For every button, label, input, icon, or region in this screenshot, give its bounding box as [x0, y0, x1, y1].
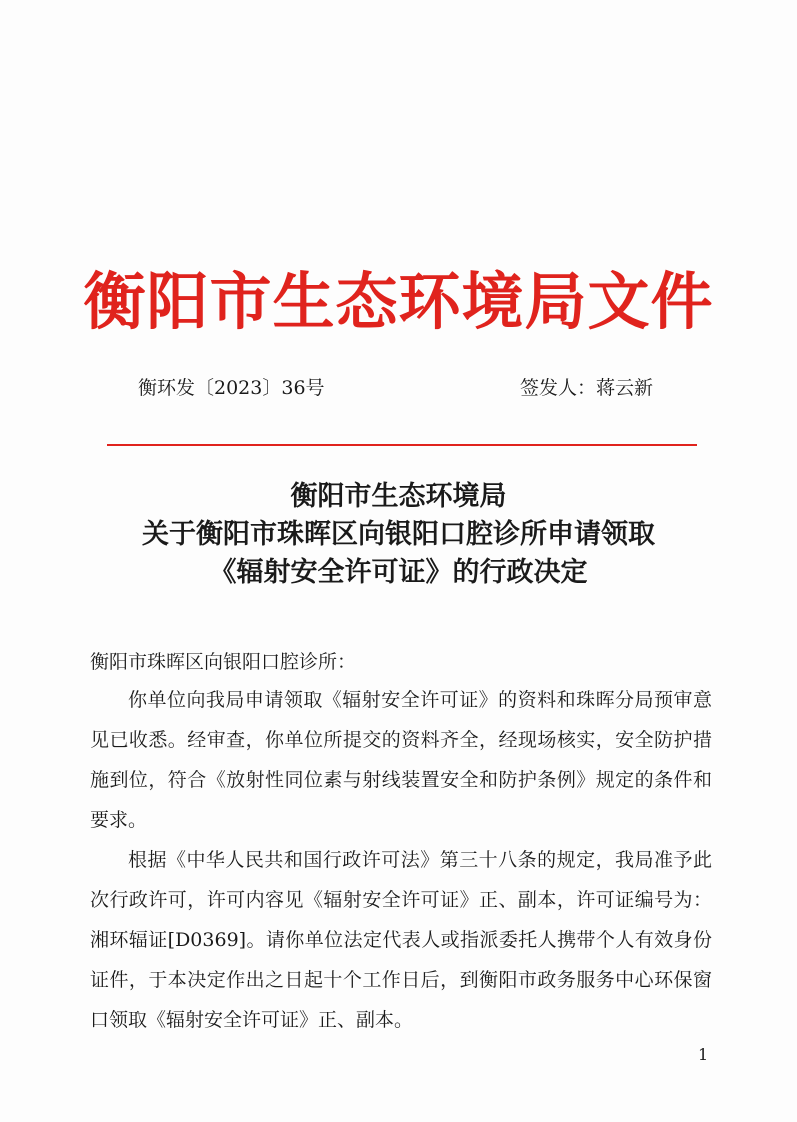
- title-line-3: 《辐射安全许可证》的行政决定: [209, 557, 588, 588]
- document-number: 衡环发〔2023〕36号: [138, 377, 325, 399]
- document-body: [90, 680, 712, 1040]
- red-separator-line: [107, 444, 697, 446]
- paragraph-2: 根据《中华人民共和国行政许可法》第三十八条的规定，我局准予此次行政许可，许可内容见《辐射安全许可证》正、副本，许可证编号为：湘环辐证[D0369]。请你单位法定代表人或指派委托人携带个人有效身份证件，于本决定作出之日起十个工作日后，到衡阳市政务服务中心环保窗口领取《辐射安全许可证》正、副本。: [90, 849, 712, 1031]
- title-line-1: 衡阳市生态环境局: [290, 481, 507, 512]
- signer: 签发人：蒋云新: [520, 377, 654, 399]
- masthead-title: 衡阳市生态环境局文件: [83, 265, 714, 338]
- addressee: 衡阳市珠晖区向银阳口腔诊所：: [90, 651, 357, 673]
- paragraph-1: 你单位向我局申请领取《辐射安全许可证》的资料和珠晖分局预审意见已收悉。经审查，你单位所提交的资料齐全，经现场核实，安全防护措施到位，符合《放射性同位素与射线装置安全和防护条例》规定的条件和要求。: [90, 689, 712, 831]
- page-number: 1: [698, 1045, 709, 1064]
- title-line-2: 关于衡阳市珠晖区向银阳口腔诊所申请领取: [142, 519, 655, 550]
- document-title: [0, 478, 797, 592]
